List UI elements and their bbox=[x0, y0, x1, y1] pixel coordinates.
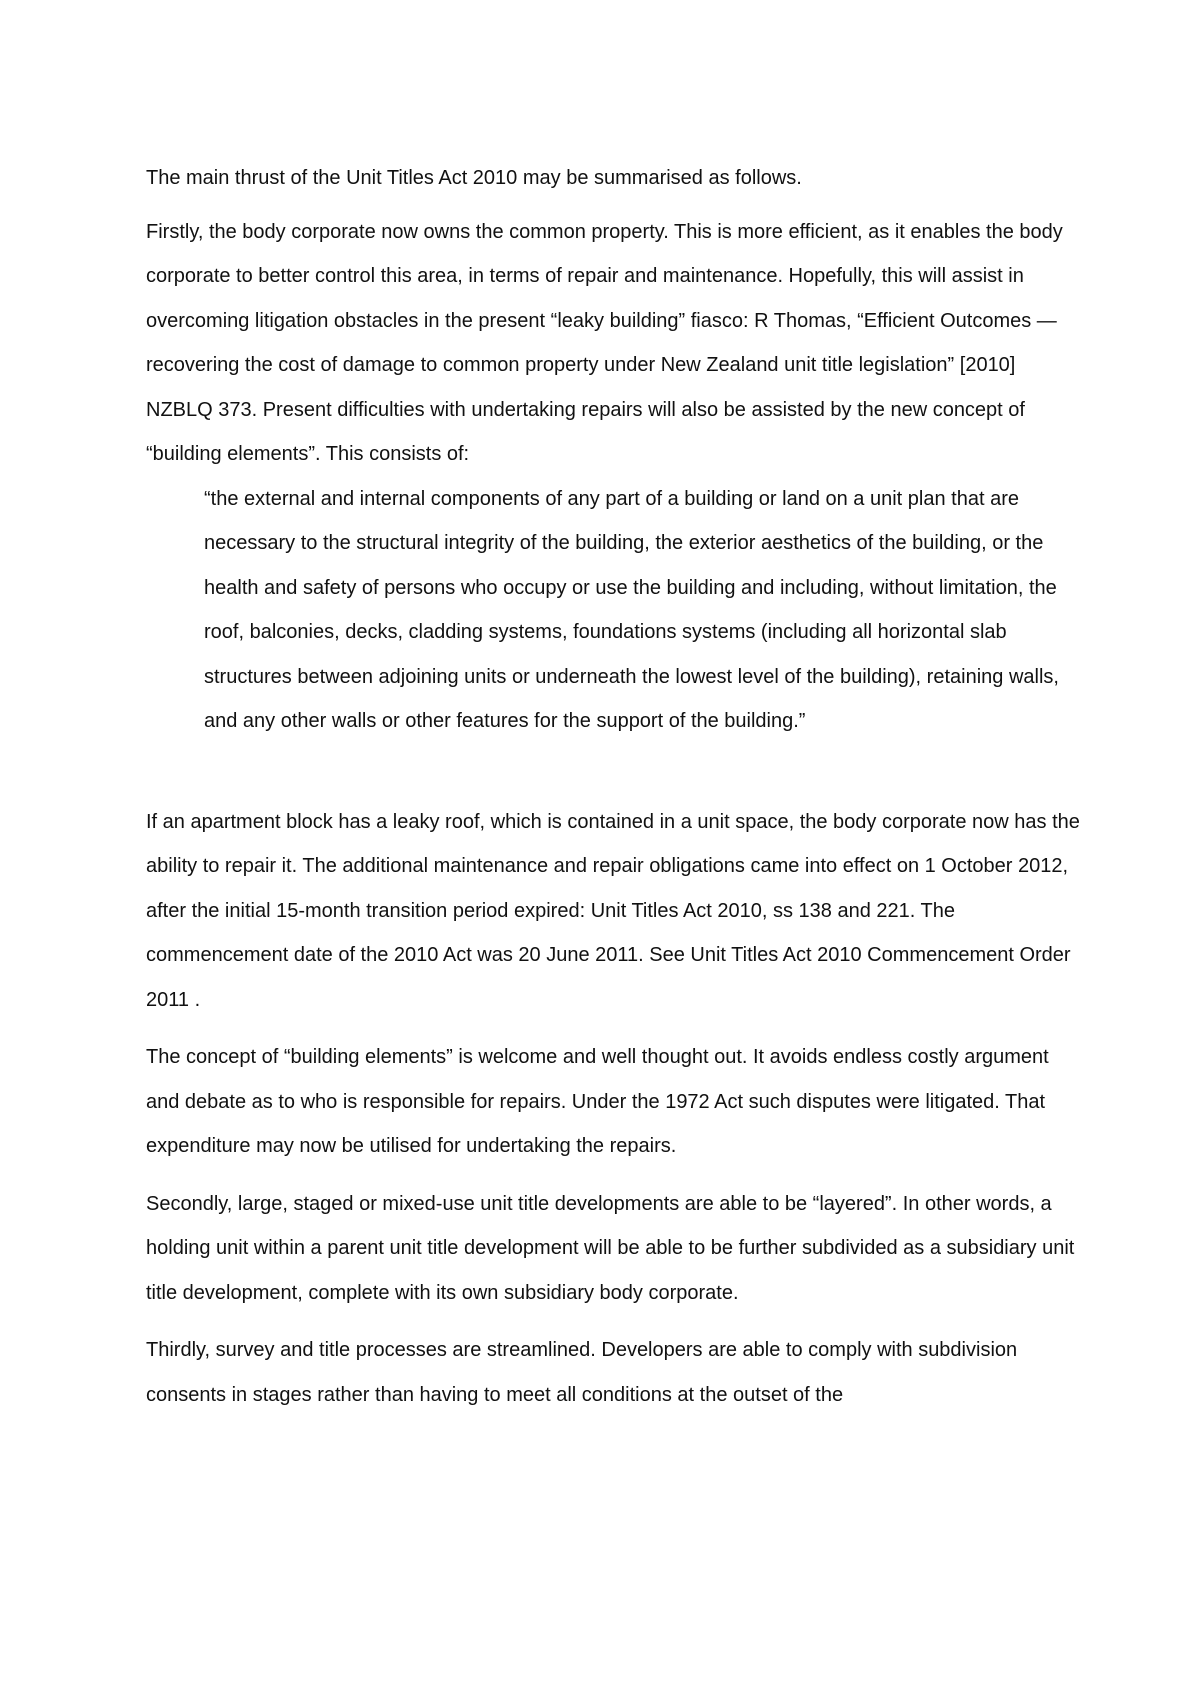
paragraph-spacer bbox=[146, 744, 1086, 800]
document-body bbox=[146, 156, 1086, 1430]
paragraph-secondly: Secondly, large, staged or mixed-use unit title developments are able to be “layered”. In other words, a holding unit within a parent unit title development will be able to be further subdivided as a subsidiary unit title development, complete with its own subsidiary body corporate. bbox=[146, 1192, 1075, 1304]
paragraph-intro: The main thrust of the Unit Titles Act 2010 may be summarised as follows. bbox=[146, 167, 802, 189]
paragraph-thirdly: Thirdly, survey and title processes are streamlined. Developers are able to comply with subdivision consents in stages rather than having to meet all conditions at the outset of the bbox=[146, 1339, 1018, 1406]
block-quote-building-elements: “the external and internal components of any part of a building or land on a unit plan that are necessary to the structural integrity of the building, the exterior aesthetics of the building, or the health and safety of persons who occupy or use the building and including, without limitation, the roof, balconies, decks, cladding systems, foundations systems (including all horizontal slab structures between adjoining units or underneath the lowest level of the building), retaining walls, and any other walls or other features for the support of the building.” bbox=[204, 487, 1059, 732]
paragraph-firstly: Firstly, the body corporate now owns the common property. This is more efficient, as it enables the body corporate to better control this area, in terms of repair and maintenance. Hopefully, this will assist in overcoming litigation obstacles in the present “leaky building” fiasco: R Thomas, “Efficient Outcomes — recovering the cost of damage to common property under New Zealand unit title legislation” [2010] NZBLQ 373. Present difficulties with undertaking repairs will also be assisted by the new concept of “building elements”. This consists of: bbox=[146, 220, 1063, 465]
paragraph-leaky-roof: If an apartment block has a leaky roof, which is contained in a unit space, the body corporate now has the ability to repair it. The additional maintenance and repair obligations came into effect on 1 October 2012, after the initial 15-month transition period expired: Unit Titles Act 2010, ss 138 and 221. The commencement date of the 2010 Act was 20 June 2011. See Unit Titles Act 2010 Commencement Order 2011 . bbox=[146, 810, 1080, 1011]
paragraph-concept: The concept of “building elements” is welcome and well thought out. It avoids endless costly argument and debate as to who is responsible for repairs. Under the 1972 Act such disputes were litigated. That expenditure may now be utilised for undertaking the repairs. bbox=[146, 1046, 1049, 1157]
